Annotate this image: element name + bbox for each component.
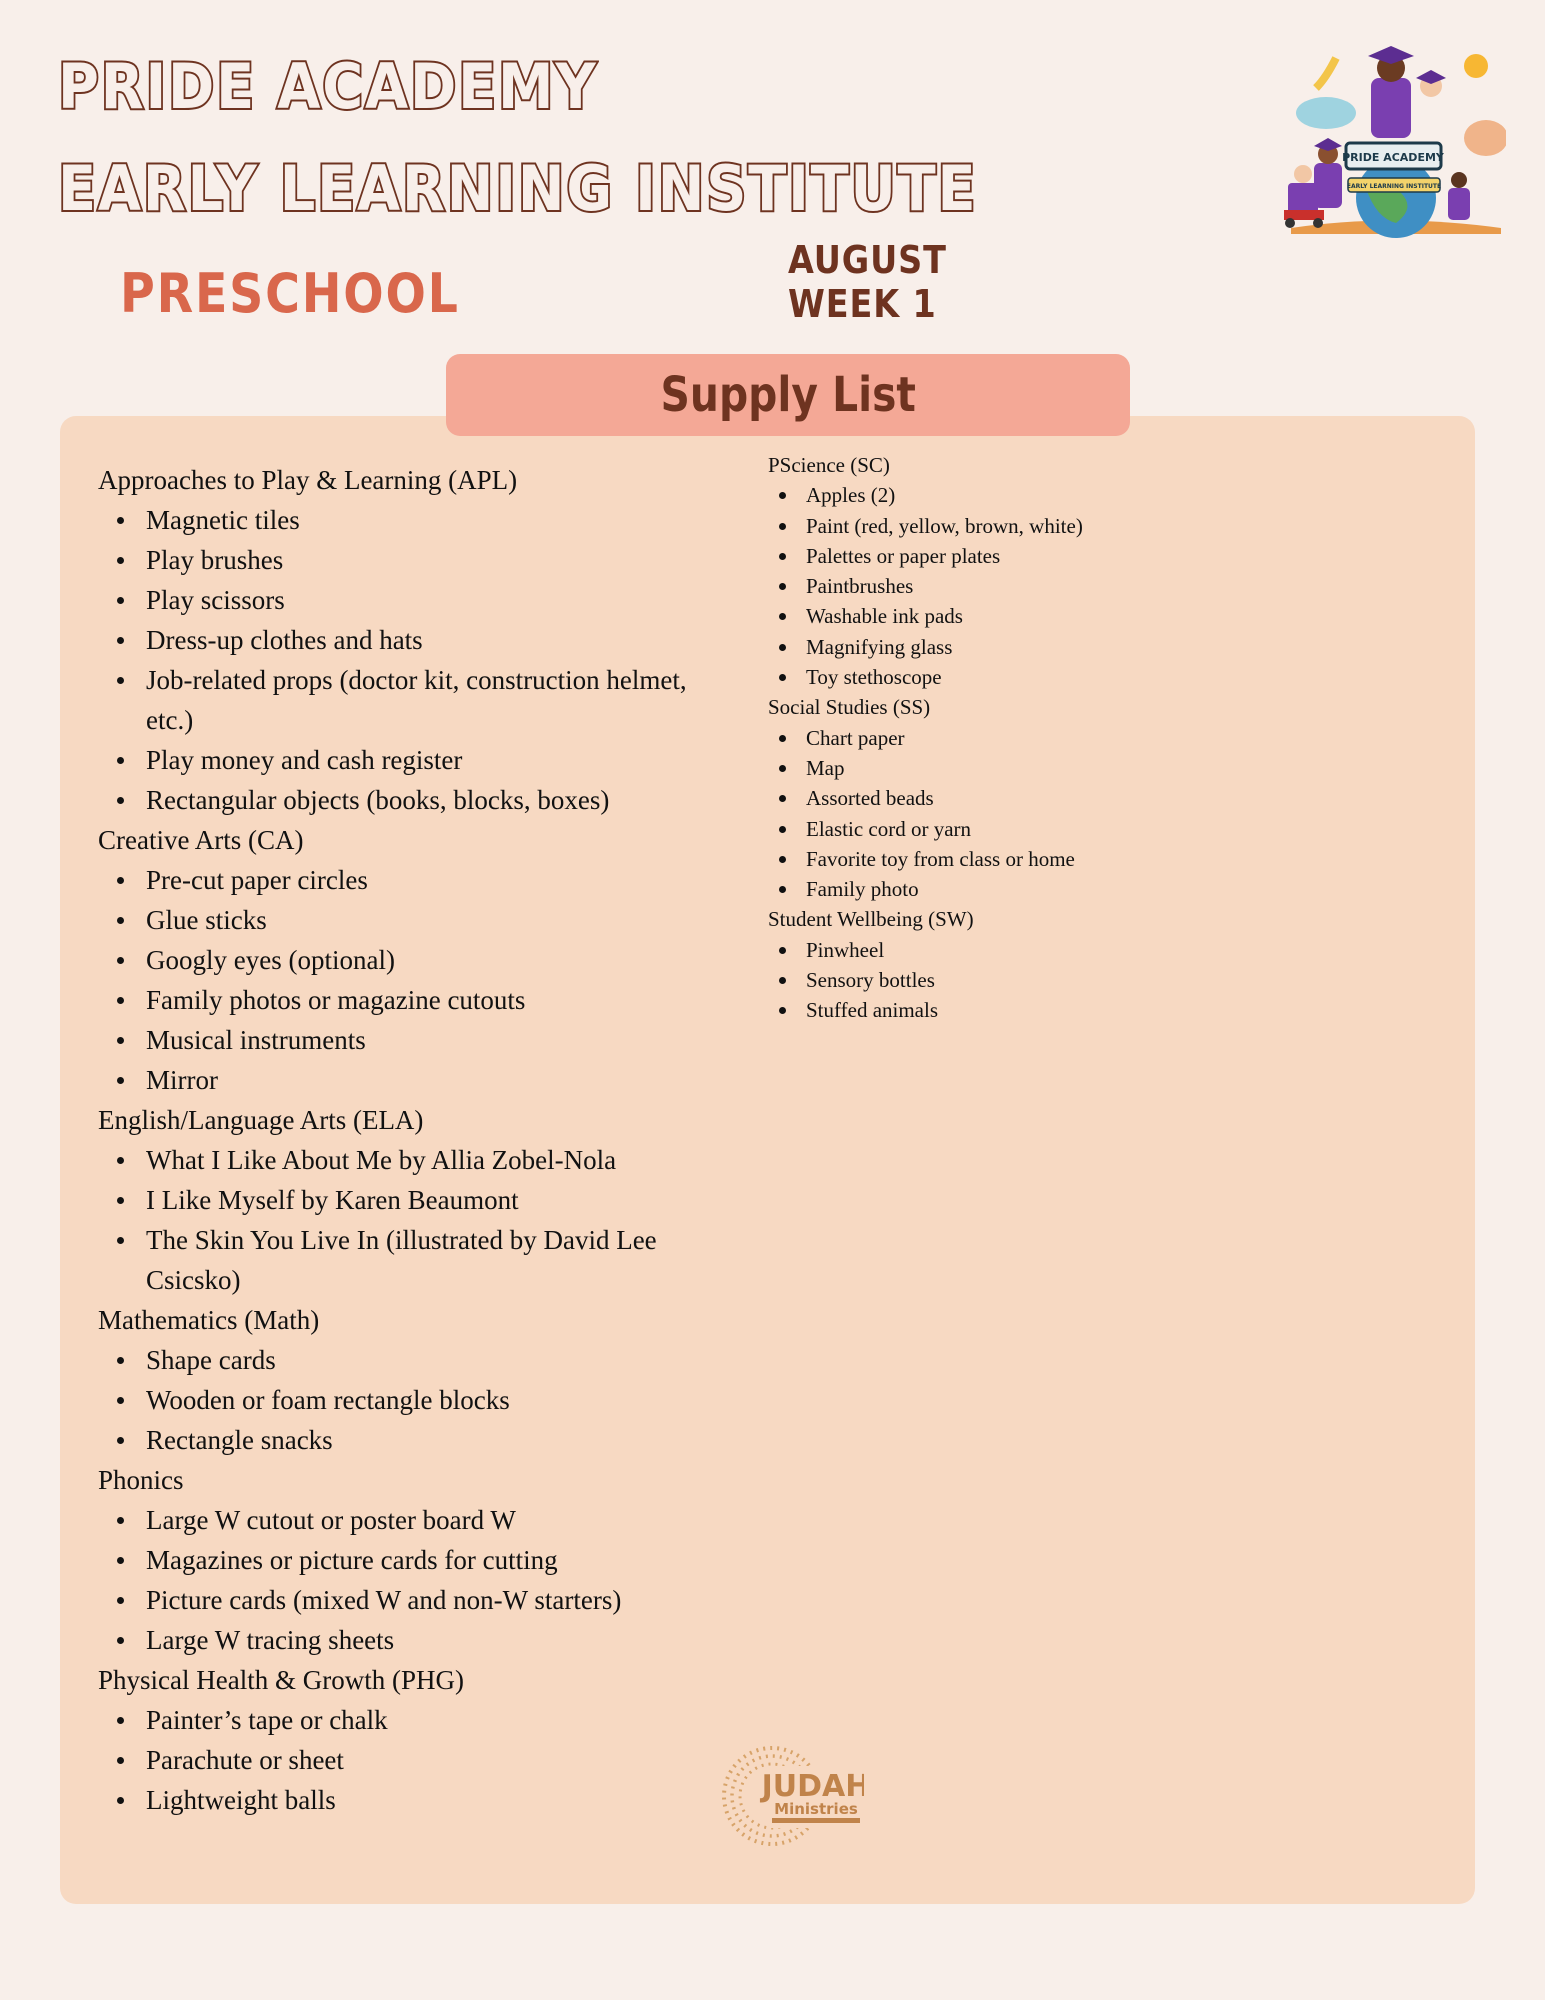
list-item: Job-related props (doctor kit, construction helmet, etc.) [98,660,718,740]
section-sw [768,904,1328,1025]
list-item: Rectangular objects (books, blocks, boxes) [98,780,718,820]
list-item: Assorted beads [768,783,1328,813]
list-item: Apples (2) [768,480,1328,510]
section-title: Student Wellbeing (SW) [768,907,974,932]
list-item: Magnifying glass [768,632,1328,662]
supply-list [98,500,718,820]
date-block [788,238,947,326]
section-math [98,1300,718,1460]
list-item: Paint (red, yellow, brown, white) [768,511,1328,541]
list-item: Wooden or foam rectangle blocks [98,1380,718,1420]
supply-list [98,1500,718,1660]
list-item: Play brushes [98,540,718,580]
supply-list [98,860,718,1100]
list-item: Pinwheel [768,935,1328,965]
list-item: Map [768,753,1328,783]
list-item: Picture cards (mixed W and non-W starters) [98,1580,718,1620]
section-title: PScience (SC) [768,453,890,477]
list-item: Magazines or picture cards for cutting [98,1540,718,1580]
list-item: Palettes or paper plates [768,541,1328,571]
section-title: English/Language Arts (ELA) [98,1105,424,1135]
title-line-1: PRIDE ACADEMY [58,50,598,123]
list-item: Family photo [768,874,1328,904]
section-title: Phonics [98,1465,184,1495]
judah-subtitle: Ministries [774,1800,858,1818]
list-item: Dress-up clothes and hats [98,620,718,660]
list-item: Lightweight balls [98,1780,718,1820]
list-item: Play money and cash register [98,740,718,780]
list-item: I Like Myself by Karen Beaumont [98,1180,718,1220]
list-item: Painter’s tape or chalk [98,1700,718,1740]
list-item: Rectangle snacks [98,1420,718,1460]
supply-list [768,723,1328,905]
supply-list [98,1140,718,1300]
section-sc [768,450,1328,692]
left-column [98,460,718,1820]
list-item: Favorite toy from class or home [768,844,1328,874]
graduation-kids-illustration-icon [1276,38,1506,238]
supply-list [768,935,1328,1026]
month-label: AUGUST [788,238,947,282]
list-item: Shape cards [98,1340,718,1380]
supply-list [98,1340,718,1460]
list-item: Chart paper [768,723,1328,753]
banner-title: Supply List [660,367,916,423]
list-item: Mirror [98,1060,718,1100]
right-column [768,450,1328,1026]
program-label: PRESCHOOL [120,262,460,325]
list-item: Glue sticks [98,900,718,940]
section-title: Social Studies (SS) [768,695,931,720]
list-item: Toy stethoscope [768,662,1328,692]
list-item: Play scissors [98,580,718,620]
section-phonics [98,1460,718,1660]
list-item: The Skin You Live In (illustrated by David Lee Csicsko) [98,1220,718,1300]
section-title: Physical Health & Growth (PHG) [98,1665,464,1695]
list-item: Washable ink pads [768,601,1328,631]
list-item: Stuffed animals [768,995,1328,1025]
list-item: Sensory bottles [768,965,1328,995]
list-item: Googly eyes (optional) [98,940,718,980]
list-item: Large W tracing sheets [98,1620,718,1660]
section-ss [768,692,1328,904]
logo-text-bottom: EARLY LEARNING INSTITUTE [1346,183,1442,190]
judah-ministries-logo [716,1740,864,1852]
logo-text-top: PRIDE ACADEMY [1342,151,1444,164]
list-item: Magnetic tiles [98,500,718,540]
section-ela [98,1100,718,1300]
supply-list [98,1700,718,1820]
dotted-circle-icon [716,1740,864,1852]
week-label: WEEK 1 [788,282,937,326]
list-item: Elastic cord or yarn [768,814,1328,844]
title-line-2: EARLY LEARNING INSTITUTE [58,152,978,225]
section-apl [98,460,718,820]
section-title: Creative Arts (CA) [98,825,304,855]
list-item: What I Like About Me by Allia Zobel-Nola [98,1140,718,1180]
judah-name: JUDAH [761,1769,864,1804]
supply-list [768,480,1328,692]
list-item: Musical instruments [98,1020,718,1060]
list-item: Parachute or sheet [98,1740,718,1780]
section-title: Approaches to Play & Learning (APL) [98,465,518,495]
list-item: Pre-cut paper circles [98,860,718,900]
section-phg [98,1660,718,1820]
section-ca [98,820,718,1100]
list-item: Paintbrushes [768,571,1328,601]
supply-list-banner [446,354,1130,436]
academy-logo [1276,38,1506,238]
list-item: Family photos or magazine cutouts [98,980,718,1020]
section-title: Mathematics (Math) [98,1305,320,1335]
list-item: Large W cutout or poster board W [98,1500,718,1540]
